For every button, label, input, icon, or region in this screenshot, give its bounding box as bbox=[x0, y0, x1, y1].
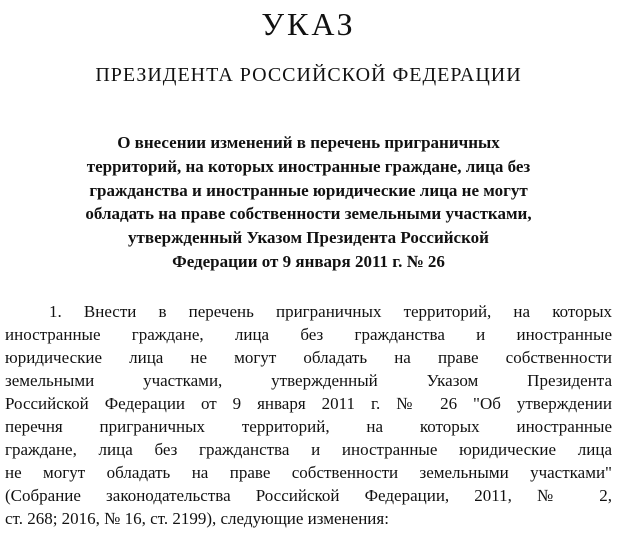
decree-heading bbox=[20, 131, 597, 274]
paragraph-line: 1. Внести в перечень приграничных территорий, на которых bbox=[49, 302, 612, 321]
paragraph-line: перечня приграничных территорий, на которых иностранные bbox=[5, 417, 612, 436]
paragraph-line: граждане, лица без гражданства и иностранные юридические лица bbox=[5, 440, 612, 459]
paragraph-line: земельными участками, утвержденный Указом Президента bbox=[5, 371, 612, 390]
paragraph-line: юридические лица не могут обладать на праве собственности bbox=[5, 348, 612, 367]
document-subtitle: ПРЕЗИДЕНТА РОССИЙСКОЙ ФЕДЕРАЦИИ bbox=[95, 64, 522, 86]
heading-line: утвержденный Указом Президента Российской bbox=[128, 228, 489, 248]
paragraph-line: не могут обладать на праве собственности земельными участками" bbox=[5, 463, 612, 482]
paragraph-line: ст. 268; 2016, № 16, ст. 2199), следующие изменения: bbox=[5, 509, 389, 528]
heading-line: гражданства и иностранные юридические лица не могут bbox=[89, 180, 528, 200]
heading-line: О внесении изменений в перечень приграничных bbox=[117, 133, 500, 152]
paragraph-line: иностранные граждане, лица без гражданства и иностранные bbox=[5, 325, 612, 344]
heading-line: Федерации от 9 января 2011 г. № 26 bbox=[172, 251, 445, 271]
paragraph-line: (Собрание законодательства Российской Федерации, 2011, № 2, bbox=[5, 486, 612, 505]
document-title: УКАЗ bbox=[261, 6, 356, 42]
heading-line: территорий, на которых иностранные граждане, лица без bbox=[86, 156, 531, 176]
paragraph-line: Российской Федерации от 9 января 2011 г. № 26 "Об утверждении bbox=[5, 394, 612, 413]
heading-line: обладать на праве собственности земельными участками, bbox=[85, 204, 532, 224]
paragraph-1 bbox=[5, 300, 612, 530]
